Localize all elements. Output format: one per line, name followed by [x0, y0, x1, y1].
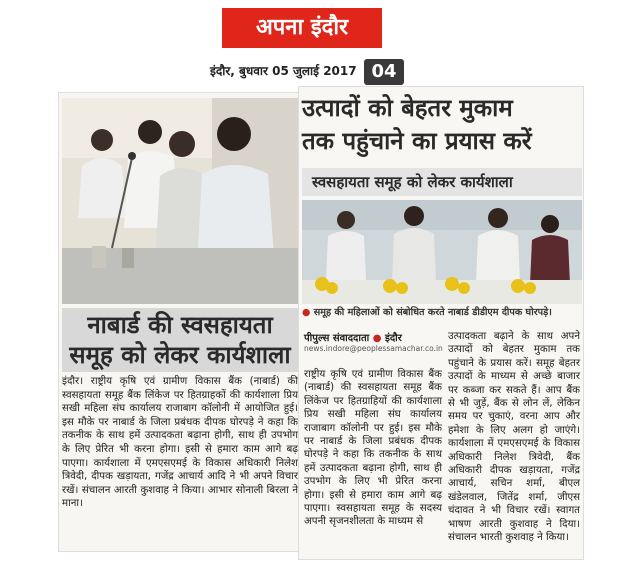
meeting-photo-image [62, 98, 298, 304]
right-headline-line-2: तक पहुंचाने का प्रयास करें [302, 127, 532, 155]
left-article-photo [62, 98, 298, 304]
byline-source: पीपुल्स संवाददाता [304, 333, 370, 344]
right-article-column-2: उत्पादकता बढ़ाने के साथ अपने उत्पादों को बेहतर मुकाम तक पहुंचाने के प्रयास करें। समूह बेहतर उत्पादों के माध्यम से अच्छे बाजार पर कब्जा कर सकते हैं। आप बैंक से भी जुड़ें, बैंक से लोन लें, लेकिन समय पर चुकाएं, वरना आप और हमेशा के लिए अलग हो जाएंगे। कार्यशाला में एमएसएमई के विकास अधिकारी निलेश त्रिवेदी, बैंक अधिकारी दीपक खड़ायता, गजेंद्र आचार्य, सचिन शर्मा, बीएल खंडेलवाल, जितेंद्र शर्मा, जीएस चंदावत ने भी विचार रखें। स्वागत भाषण आरती कुशवाह ने दिया। संचालन भारती कुशवाह ने किया। [448, 331, 580, 544]
byline-bullet-icon: ● [372, 333, 385, 344]
right-article-column-1: राष्ट्रीय कृषि एवं ग्रामीण विकास बैंक (नाबार्ड) की स्वसहायता समूह बैंक लिंकेज पर हितग्राहियों की कार्यशाला प्रिय सखी महिला संघ कार्यालय राजाबाग कॉलोनी पर हुई। इस मौके पर नाबार्ड के जिला प्रबंधक दीपक घोरपड़े ने कहा कि तकनीक के साथ हमें उत्पादकता बढ़ाना होगी, साथ ही उपभोग के लिए भी प्रेरित करना होगा। इसी से हमारा काम आगे बढ़ पाएगा। स्वसहायता समूह के सदस्य अपनी सृजनशीलता के माध्यम से [304, 369, 442, 528]
caption-bullet-icon: ● [302, 307, 314, 318]
left-article-body: इंदौर। राष्ट्रीय कृषि एवं ग्रामीण विकास बैंक (नाबार्ड) की स्वसहायता समूह बैंक लिंकेज पर हितग्राहकों की कार्यशाला प्रिय सखी महिला संघ कार्यालय राजाबाग कॉलोनी में आयोजित हुई। इस मौके पर नाबार्ड के जिला प्रबंधक दीपक घोरपड़े ने कहा कि तकनीक के साथ हमें उत्पादकता बढ़ाना होगी, साथ ही उपभोग के लिए प्रेरित भी करना होगा। इसी से हमारा काम आगे बढ़ पाएगा। कार्यशाला में एमएसएमई के विकास अधिकारी निलेश त्रिवेदी, दीपक खड़ायता, गजेंद्र आचार्य आदि ने भी अपने विचार रखें। संचालन आरती कुशवाह ने किया। आभार सोनाली बिरला ने माना। [62, 376, 298, 510]
right-article-headline [302, 92, 582, 162]
panel-photo-image [302, 200, 582, 304]
right-headline-line-1: उत्पादों को बेहतर मुकाम [302, 94, 513, 122]
left-article-headline [62, 308, 298, 372]
byline-email: news.indore@peoplessamachar.co.in [304, 344, 443, 353]
photo-caption [302, 305, 582, 321]
byline-place: इंदौर [384, 333, 402, 344]
page-number: 04 [364, 59, 404, 85]
section-masthead: अपना इंदौर [222, 8, 382, 48]
left-headline-line-1: नाबार्ड की स्वसहायता [87, 311, 273, 339]
right-article-subhead: स्वसहायता समूह को लेकर कार्यशाला [302, 168, 582, 196]
photo-caption-text: समूह की महिलाओं को संबोधित करते नाबार्ड डीडीएम दीपक घोरपड़े। [313, 307, 552, 318]
byline [304, 330, 434, 344]
right-article-photo [302, 200, 582, 304]
dateline: इंदौर, बुधवार 05 जुलाई 2017 [210, 64, 357, 78]
left-headline-line-2: समूह को लेकर कार्यशाला [69, 341, 291, 369]
